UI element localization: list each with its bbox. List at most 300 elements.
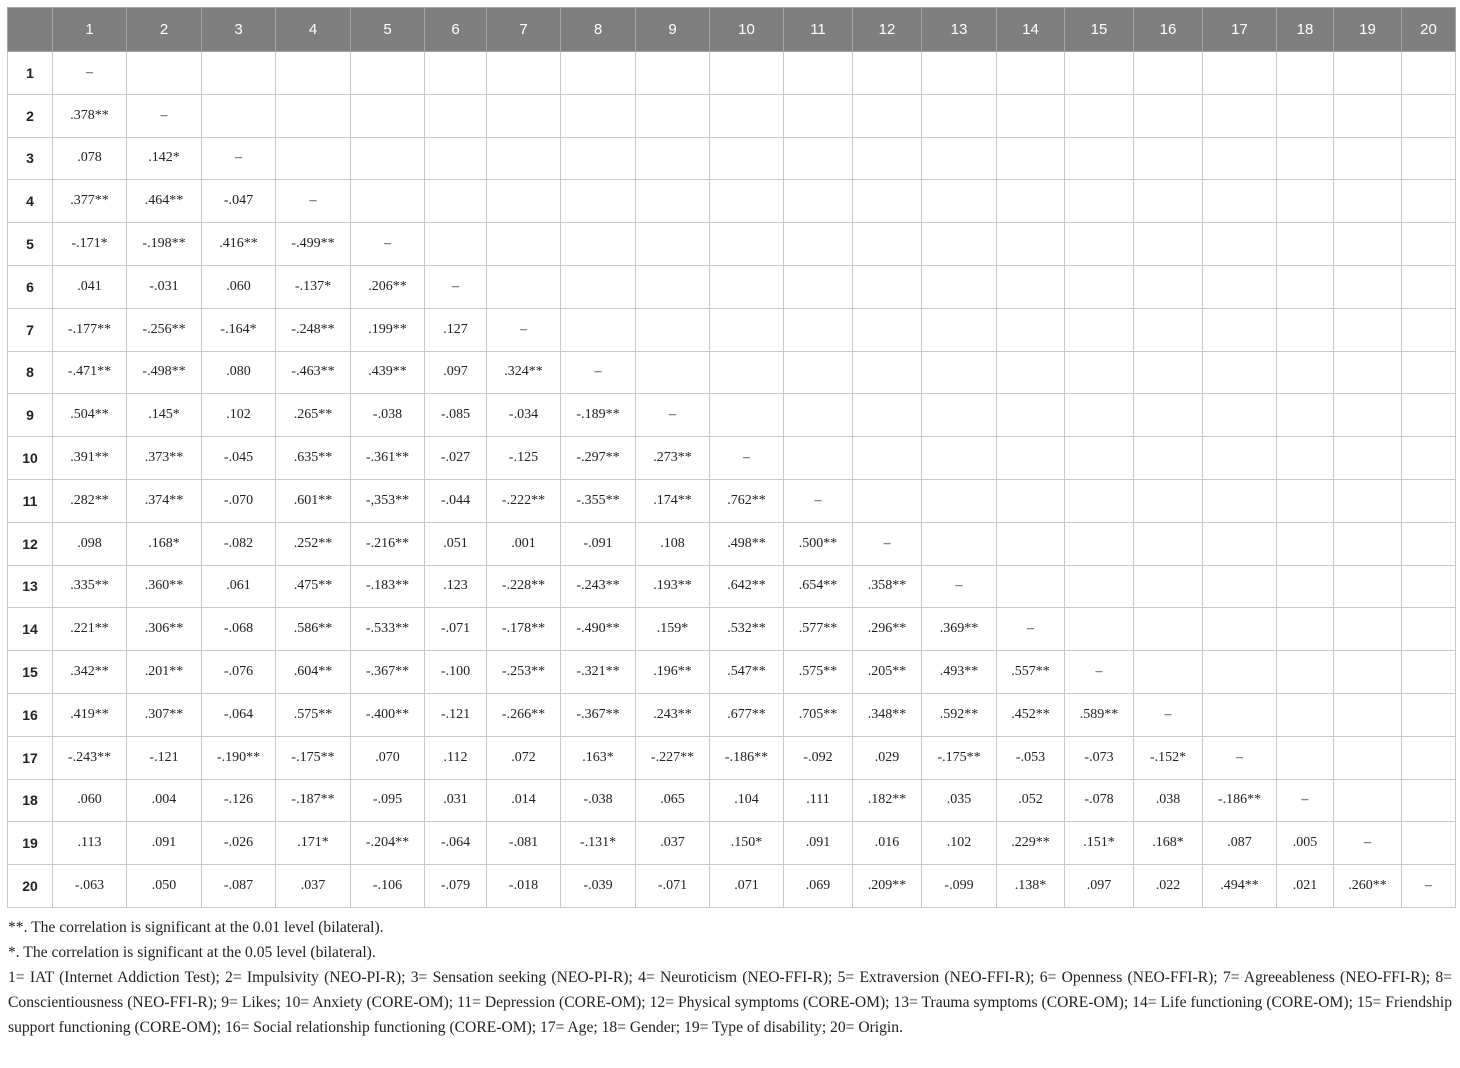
table-cell: [1203, 52, 1277, 95]
table-cell: -.190**: [202, 736, 276, 779]
table-cell: .052: [997, 779, 1065, 822]
table-cell: [1065, 479, 1134, 522]
table-cell: [997, 308, 1065, 351]
table-cell: .113: [53, 822, 127, 865]
table-cell: [710, 308, 784, 351]
table-cell: [784, 180, 853, 223]
table-row: [8, 736, 1456, 779]
table-cell: -.082: [202, 522, 276, 565]
table-cell: -.152*: [1134, 736, 1203, 779]
table-cell: .373**: [127, 437, 202, 480]
table-cell: .360**: [127, 565, 202, 608]
table-cell: [1277, 137, 1334, 180]
table-cell: .635**: [276, 437, 351, 480]
table-cell: .182**: [853, 779, 922, 822]
table-cell: .031: [425, 779, 487, 822]
table-cell: [853, 180, 922, 223]
table-cell: .102: [202, 394, 276, 437]
table-row: [8, 522, 1456, 565]
column-header: 6: [425, 8, 487, 52]
table-cell: -.038: [351, 394, 425, 437]
table-cell: .677**: [710, 693, 784, 736]
table-cell: .123: [425, 565, 487, 608]
table-cell: [202, 94, 276, 137]
table-cell: [1203, 94, 1277, 137]
table-cell: .199**: [351, 308, 425, 351]
table-cell: [922, 265, 997, 308]
table-cell: .150*: [710, 822, 784, 865]
row-header: 7: [8, 308, 53, 351]
table-cell: -.243**: [53, 736, 127, 779]
table-cell: [1402, 437, 1456, 480]
table-cell: [1203, 437, 1277, 480]
table-cell: -.243**: [561, 565, 636, 608]
table-cell: [561, 223, 636, 266]
table-cell: .705**: [784, 693, 853, 736]
table-row: [8, 265, 1456, 308]
significance-note-001: **. The correlation is significant at the 0.01 level (bilateral).: [8, 919, 384, 936]
table-cell: [1277, 52, 1334, 95]
table-cell: [1203, 308, 1277, 351]
table-cell: -.367**: [351, 651, 425, 694]
column-header: 16: [1134, 8, 1203, 52]
table-cell: .022: [1134, 865, 1203, 908]
table-row: [8, 651, 1456, 694]
table-cell: [1402, 265, 1456, 308]
table-cell: -.064: [425, 822, 487, 865]
table-cell: .071: [710, 865, 784, 908]
table-cell: [561, 137, 636, 180]
table-cell: [487, 223, 561, 266]
table-cell: [1402, 522, 1456, 565]
significance-note-005: *. The correlation is significant at the 0.05 level (bilateral).: [8, 944, 376, 961]
table-cell: .265**: [276, 394, 351, 437]
table-cell: [1334, 52, 1402, 95]
table-cell: [202, 52, 276, 95]
table-cell: .078: [53, 137, 127, 180]
table-cell: .273**: [636, 437, 710, 480]
table-cell: [853, 308, 922, 351]
table-cell: .229**: [997, 822, 1065, 865]
table-cell: -.186**: [710, 736, 784, 779]
table-cell: .575**: [784, 651, 853, 694]
table-cell: [1134, 608, 1203, 651]
table-cell: .168*: [127, 522, 202, 565]
table-cell: [425, 223, 487, 266]
table-cell: –: [1065, 651, 1134, 694]
table-cell: [1277, 565, 1334, 608]
table-cell: .532**: [710, 608, 784, 651]
table-cell: [922, 137, 997, 180]
table-cell: [1203, 137, 1277, 180]
table-cell: [784, 52, 853, 95]
table-row: [8, 565, 1456, 608]
table-cell: -.131*: [561, 822, 636, 865]
table-cell: [997, 52, 1065, 95]
table-cell: [997, 94, 1065, 137]
table-cell: .589**: [1065, 693, 1134, 736]
table-cell: [425, 94, 487, 137]
table-cell: .029: [853, 736, 922, 779]
table-cell: .342**: [53, 651, 127, 694]
table-cell: -.175**: [276, 736, 351, 779]
table-cell: .221**: [53, 608, 127, 651]
table-cell: -.085: [425, 394, 487, 437]
table-cell: [1277, 308, 1334, 351]
table-cell: [1334, 779, 1402, 822]
table-cell: -.106: [351, 865, 425, 908]
table-cell: [997, 265, 1065, 308]
table-cell: -.081: [487, 822, 561, 865]
table-cell: [853, 94, 922, 137]
table-cell: [1203, 180, 1277, 223]
table-row: [8, 52, 1456, 95]
table-cell: –: [127, 94, 202, 137]
table-cell: -.071: [425, 608, 487, 651]
table-cell: [710, 394, 784, 437]
column-header: 8: [561, 8, 636, 52]
table-cell: -.198**: [127, 223, 202, 266]
table-cell: -.027: [425, 437, 487, 480]
table-cell: .654**: [784, 565, 853, 608]
table-cell: -.400**: [351, 693, 425, 736]
table-cell: –: [351, 223, 425, 266]
row-header: 1: [8, 52, 53, 95]
table-cell: .557**: [997, 651, 1065, 694]
table-cell: [561, 308, 636, 351]
table-cell: .493**: [922, 651, 997, 694]
row-header: 2: [8, 94, 53, 137]
table-cell: -.039: [561, 865, 636, 908]
column-header: 5: [351, 8, 425, 52]
table-cell: [710, 94, 784, 137]
table-cell: [1334, 608, 1402, 651]
column-header: 20: [1402, 8, 1456, 52]
table-cell: .111: [784, 779, 853, 822]
table-cell: [351, 94, 425, 137]
column-header: 13: [922, 8, 997, 52]
table-cell: .050: [127, 865, 202, 908]
table-cell: -.045: [202, 437, 276, 480]
table-cell: [1334, 651, 1402, 694]
table-cell: .335**: [53, 565, 127, 608]
table-notes: [8, 915, 1452, 1040]
table-row: [8, 865, 1456, 908]
table-cell: .142*: [127, 137, 202, 180]
table-cell: [1402, 822, 1456, 865]
table-cell: -.228**: [487, 565, 561, 608]
table-cell: .439**: [351, 351, 425, 394]
table-cell: [997, 437, 1065, 480]
table-cell: [1134, 394, 1203, 437]
table-cell: [1065, 223, 1134, 266]
table-cell: .374**: [127, 479, 202, 522]
table-cell: .041: [53, 265, 127, 308]
table-cell: .072: [487, 736, 561, 779]
table-cell: [1334, 693, 1402, 736]
table-cell: [922, 223, 997, 266]
table-cell: [710, 223, 784, 266]
table-cell: [1065, 137, 1134, 180]
table-cell: -.099: [922, 865, 997, 908]
table-cell: [1065, 180, 1134, 223]
table-cell: .112: [425, 736, 487, 779]
table-cell: .035: [922, 779, 997, 822]
table-cell: [853, 265, 922, 308]
table-cell: .243**: [636, 693, 710, 736]
table-cell: -.171*: [53, 223, 127, 266]
table-cell: -.079: [425, 865, 487, 908]
table-cell: .171*: [276, 822, 351, 865]
table-cell: .004: [127, 779, 202, 822]
table-cell: [922, 351, 997, 394]
column-header: 9: [636, 8, 710, 52]
table-cell: -.121: [425, 693, 487, 736]
variable-legend: 1= IAT (Internet Addiction Test); 2= Impulsivity (NEO-PI-R); 3= Sensation seeking (NEO-PI-R); 4= Neuroticism (NEO-FFI-R); 5= Extraversion (NEO-FFI-R); 6= Openness (NEO-FFI-R); 7= Agreeableness (NEO-FFI-R); 8= Conscientiousness (NEO-FFI-R); 9= Likes; 10= Anxiety (CORE-OM); 11= Depression (CORE-OM); 12= Physical symptoms (CORE-OM); 13= Trauma symptoms (CORE-OM); 14= Life functioning (CORE-OM); 15= Friendship support functioning (CORE-OM); 16= Social relationship functioning (CORE-OM); 17= Age; 18= Gender; 19= Type of disability; 20= Origin.: [8, 969, 1452, 1036]
table-cell: [1203, 265, 1277, 308]
table-cell: –: [1402, 865, 1456, 908]
table-cell: –: [276, 180, 351, 223]
table-cell: .016: [853, 822, 922, 865]
table-cell: -.187**: [276, 779, 351, 822]
table-cell: [487, 52, 561, 95]
column-header: 10: [710, 8, 784, 52]
table-cell: [922, 308, 997, 351]
table-cell: .127: [425, 308, 487, 351]
table-cell: [1334, 736, 1402, 779]
table-row: [8, 94, 1456, 137]
table-cell: -.073: [1065, 736, 1134, 779]
table-cell: .104: [710, 779, 784, 822]
table-cell: [561, 180, 636, 223]
table-cell: [1402, 180, 1456, 223]
table-cell: [922, 94, 997, 137]
table-cell: [1203, 351, 1277, 394]
table-cell: –: [997, 608, 1065, 651]
table-cell: [1277, 437, 1334, 480]
table-cell: [1277, 265, 1334, 308]
table-cell: [710, 52, 784, 95]
table-cell: -.076: [202, 651, 276, 694]
column-header: 18: [1277, 8, 1334, 52]
table-cell: [351, 52, 425, 95]
table-cell: .377**: [53, 180, 127, 223]
table-row: [8, 779, 1456, 822]
table-cell: [1203, 394, 1277, 437]
table-cell: -.031: [127, 265, 202, 308]
column-header: 4: [276, 8, 351, 52]
table-cell: .348**: [853, 693, 922, 736]
table-cell: .151*: [1065, 822, 1134, 865]
table-row: [8, 223, 1456, 266]
table-row: [8, 308, 1456, 351]
table-cell: [1334, 351, 1402, 394]
row-header: 17: [8, 736, 53, 779]
table-body: [8, 52, 1456, 908]
table-cell: .138*: [997, 865, 1065, 908]
table-cell: [1277, 180, 1334, 223]
table-cell: [997, 137, 1065, 180]
table-cell: .378**: [53, 94, 127, 137]
table-cell: -.355**: [561, 479, 636, 522]
table-cell: [1277, 94, 1334, 137]
table-cell: [636, 52, 710, 95]
table-cell: [1334, 394, 1402, 437]
table-cell: –: [425, 265, 487, 308]
table-cell: [1134, 94, 1203, 137]
table-cell: [1334, 565, 1402, 608]
table-cell: .604**: [276, 651, 351, 694]
table-cell: [487, 137, 561, 180]
table-cell: [1134, 265, 1203, 308]
table-cell: .168*: [1134, 822, 1203, 865]
table-row: [8, 351, 1456, 394]
table-cell: [1065, 265, 1134, 308]
table-cell: [425, 137, 487, 180]
table-cell: -.126: [202, 779, 276, 822]
table-cell: [997, 479, 1065, 522]
table-cell: [636, 94, 710, 137]
table-cell: [784, 394, 853, 437]
table-cell: [853, 351, 922, 394]
table-cell: .577**: [784, 608, 853, 651]
table-cell: .080: [202, 351, 276, 394]
header-corner: [8, 8, 53, 52]
row-header: 3: [8, 137, 53, 180]
table-cell: [853, 479, 922, 522]
table-cell: .252**: [276, 522, 351, 565]
table-cell: .416**: [202, 223, 276, 266]
table-cell: [276, 94, 351, 137]
table-cell: [997, 522, 1065, 565]
table-cell: [1402, 736, 1456, 779]
table-cell: [1277, 351, 1334, 394]
table-cell: -.125: [487, 437, 561, 480]
table-cell: .174**: [636, 479, 710, 522]
table-cell: -.091: [561, 522, 636, 565]
table-cell: [487, 94, 561, 137]
table-cell: [1277, 651, 1334, 694]
table-cell: .586**: [276, 608, 351, 651]
table-cell: [1134, 479, 1203, 522]
table-cell: .087: [1203, 822, 1277, 865]
table-cell: [276, 137, 351, 180]
table-cell: [1277, 608, 1334, 651]
table-cell: [636, 308, 710, 351]
table-cell: [351, 180, 425, 223]
column-header: 3: [202, 8, 276, 52]
column-header: 14: [997, 8, 1065, 52]
table-cell: [1402, 94, 1456, 137]
table-cell: .051: [425, 522, 487, 565]
table-cell: .061: [202, 565, 276, 608]
table-cell: -.361**: [351, 437, 425, 480]
table-cell: -.189**: [561, 394, 636, 437]
table-cell: [922, 479, 997, 522]
table-cell: [1065, 308, 1134, 351]
table-cell: [784, 94, 853, 137]
table-cell: [1402, 479, 1456, 522]
column-header: 19: [1334, 8, 1402, 52]
table-cell: [710, 265, 784, 308]
table-cell: [1334, 137, 1402, 180]
table-header-row: [8, 8, 1456, 52]
column-header: 15: [1065, 8, 1134, 52]
column-header: 11: [784, 8, 853, 52]
table-cell: [127, 52, 202, 95]
row-header: 5: [8, 223, 53, 266]
table-cell: [1402, 693, 1456, 736]
table-row: [8, 822, 1456, 865]
table-cell: .307**: [127, 693, 202, 736]
table-cell: [1334, 437, 1402, 480]
column-header: 7: [487, 8, 561, 52]
table-cell: [1277, 223, 1334, 266]
table-cell: [1277, 479, 1334, 522]
table-cell: -.053: [997, 736, 1065, 779]
row-header: 4: [8, 180, 53, 223]
table-cell: .014: [487, 779, 561, 822]
table-row: [8, 479, 1456, 522]
row-header: 20: [8, 865, 53, 908]
table-cell: -.047: [202, 180, 276, 223]
row-header: 13: [8, 565, 53, 608]
table-cell: -.064: [202, 693, 276, 736]
table-cell: [561, 52, 636, 95]
table-cell: .098: [53, 522, 127, 565]
table-cell: [853, 437, 922, 480]
table-cell: –: [561, 351, 636, 394]
table-cell: .592**: [922, 693, 997, 736]
table-cell: .001: [487, 522, 561, 565]
table-cell: [1402, 351, 1456, 394]
table-cell: [853, 137, 922, 180]
table-row: [8, 180, 1456, 223]
table-cell: -.177**: [53, 308, 127, 351]
table-cell: –: [636, 394, 710, 437]
row-header: 12: [8, 522, 53, 565]
table-cell: [1402, 394, 1456, 437]
table-cell: .391**: [53, 437, 127, 480]
table-cell: -.178**: [487, 608, 561, 651]
table-cell: -.095: [351, 779, 425, 822]
table-cell: .296**: [853, 608, 922, 651]
table-cell: -.490**: [561, 608, 636, 651]
table-cell: .097: [425, 351, 487, 394]
table-cell: -.175**: [922, 736, 997, 779]
table-cell: [710, 180, 784, 223]
table-cell: -.248**: [276, 308, 351, 351]
table-cell: [425, 52, 487, 95]
table-cell: [636, 351, 710, 394]
table-cell: .145*: [127, 394, 202, 437]
table-row: [8, 437, 1456, 480]
row-header: 10: [8, 437, 53, 480]
table-cell: [1134, 565, 1203, 608]
table-row: [8, 608, 1456, 651]
table-cell: [1402, 779, 1456, 822]
table-cell: [784, 351, 853, 394]
table-cell: -.070: [202, 479, 276, 522]
table-cell: [1065, 351, 1134, 394]
table-cell: [1065, 94, 1134, 137]
table-cell: [636, 223, 710, 266]
table-cell: [1134, 137, 1203, 180]
table-cell: [1402, 308, 1456, 351]
table-cell: .005: [1277, 822, 1334, 865]
table-cell: [922, 394, 997, 437]
table-cell: [1334, 180, 1402, 223]
